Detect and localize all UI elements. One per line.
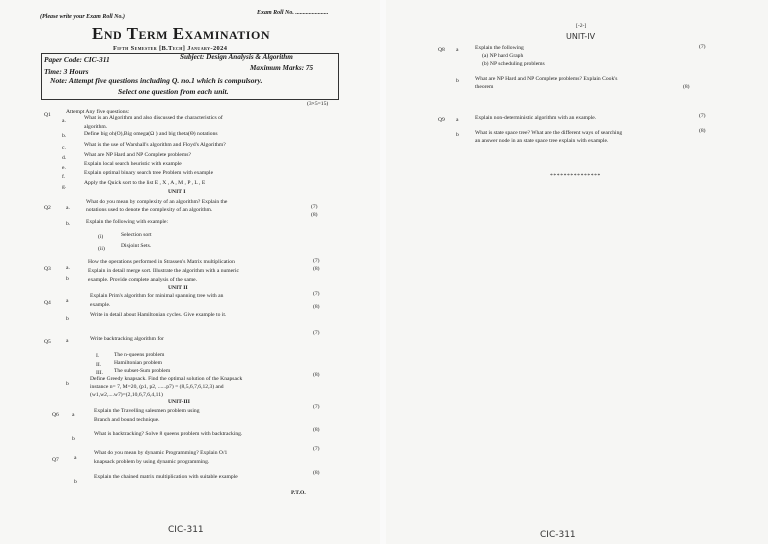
unit-1-heading: UNIT I (168, 189, 186, 195)
pto-note: P.T.O. (291, 490, 306, 496)
q8-number: Q8 (438, 47, 445, 53)
unit-3-heading: UNIT-III (168, 399, 190, 405)
q6-b-text: What is backtracking? Solve 8 queens problem with backtracking. (94, 431, 243, 437)
q9-a-marks: (7) (699, 113, 706, 119)
q7-b-text: Explain the chained matrix multiplication with suitable example (94, 474, 238, 480)
q1-item-c-label: c. (62, 145, 66, 151)
q4-a-line-1: Explain Prim's algorithm for minimal spanning tree with an (90, 293, 224, 299)
q1-intro: Attempt Any five questions: (66, 109, 130, 115)
q8-b-line-1: What are NP Hard and NP Complete problems? Explain Cook's (475, 76, 618, 82)
page-number: [-2-] (576, 23, 587, 29)
q5-a-text: Write backtracking algorithm for (90, 336, 164, 342)
handwritten-code: CIC-311 (168, 525, 204, 535)
q1-item-f: Explain optimal binary search tree Problem with example (84, 170, 214, 176)
subject: Subject: Design Analysis & Algorithm (180, 53, 293, 61)
q5-item-3: The subset-Sum problem (114, 368, 171, 374)
q6-a-label: a (72, 412, 75, 418)
q4-number: Q4 (44, 300, 51, 306)
q4-a-label: a (66, 298, 69, 304)
q6-a-line-1: Explain the Travelling salesmen problem using (94, 408, 200, 414)
q4-b-label: b (66, 316, 69, 322)
q8-a-label: a (456, 47, 459, 53)
unit-4-heading: UNIT-IV (566, 32, 596, 41)
q5-item-2-label: II. (96, 362, 102, 368)
q3-a-label: a. (66, 265, 70, 271)
q4-a-marks: (7) (313, 291, 320, 297)
roll-note: (Please write your Exam Roll No.) (40, 14, 125, 20)
q1-item-d-label: d. (62, 155, 67, 161)
q8-a-text: Explain the following (475, 45, 524, 51)
end-stars: *************** (550, 173, 601, 179)
q5-b-line-2: instance n= 7, M=20, (p1, p2, ......p7) = (8,5,6,7,6,12,3) and (90, 384, 224, 390)
q1-marks: (3×5=15) (307, 101, 329, 107)
q5-item-2: Hamiltonian problem (114, 360, 163, 366)
q4-a-line-2: example. (90, 302, 111, 308)
q8-a-i: (a) NP hard Graph (482, 53, 524, 59)
q9-b-marks: (8) (699, 128, 706, 134)
q5-b-line-3: (w1,w2,....w7)=(2,10,6,7,6,4,11) (90, 392, 163, 398)
q3-b-line-2: example. Provide complete analysis of the same. (88, 277, 198, 283)
q2-b-i-label: (i) (98, 234, 104, 240)
q7-b-label: b (74, 479, 77, 485)
q1-item-g-label: g. (62, 184, 67, 190)
q2-a-label: a. (66, 205, 70, 211)
q6-a-line-2: Branch and bound technique. (94, 417, 160, 423)
q1-item-a-cont: algorithm. (84, 124, 108, 130)
q2-b-label: b. (66, 221, 71, 227)
q8-b-label: b (456, 78, 459, 84)
q1-item-g: Apply the Quick sort to the list E , X , A , M , P , L , E (84, 180, 206, 186)
q6-b-marks: (8) (313, 427, 320, 433)
q2-b-text: Explain the following with example: (86, 219, 169, 225)
handwritten-code-2: CIC-311 (540, 530, 576, 540)
q7-number: Q7 (52, 457, 59, 463)
q9-b-label: b (456, 132, 459, 138)
q1-item-e-label: e. (62, 165, 66, 171)
q1-item-f-label: f. (62, 174, 66, 180)
q5-item-1-label: I. (96, 353, 100, 359)
q4-b-text: Write in detail about Hamiltonian cycles. Give example to it. (90, 312, 227, 318)
q3-b-line-1: Explain in detail merge sort. Illustrate the algorithm with a numeric (88, 268, 240, 274)
q3-b-marks: (8) (313, 266, 320, 272)
q2-a-line-2: notations used to denote the complexity of an algorithm. (86, 207, 213, 213)
q4-b-marks: (8) (313, 304, 320, 310)
q5-item-1: The n-queens problem (114, 352, 165, 358)
q1-item-b: Define big oh(O),Big omega(Ω ) and big theta(Θ) notations (84, 131, 218, 137)
q9-a-label: a (456, 117, 459, 123)
q2-a-marks: (7) (311, 204, 318, 210)
q3-b-label: b (66, 276, 69, 282)
max-marks: Maximum Marks: 75 (250, 64, 314, 72)
q7-a-label: a (74, 455, 77, 461)
q9-a-text: Explain non-deterministic algorithm with an example. (475, 115, 597, 121)
q1-item-a-label: a. (62, 118, 66, 124)
q7-a-marks: (7) (313, 446, 320, 452)
q2-a-line-1: What do you mean by complexity of an algorithm? Explain the (86, 199, 228, 205)
semester-line: Fifth Semester [B.Tech] January-2024 (113, 45, 228, 52)
q3-a-text: How the operations performed in Strassen's Matrix multiplication (88, 259, 235, 265)
exam-page-1 (0, 0, 380, 544)
note-line-1: Note: Attempt five questions including Q. no.1 which is compulsory. (50, 76, 263, 85)
q9-number: Q9 (438, 117, 445, 123)
q8-a-ii: (b) NP scheduling problems (482, 61, 545, 67)
q7-b-marks: (8) (313, 470, 320, 476)
q1-item-c: What is the use of Warshall's algorithm and Floyd's Algorithm? (84, 142, 226, 148)
q8-a-marks: (7) (699, 44, 706, 50)
exam-page-2 (386, 0, 768, 544)
q8-b-marks: (8) (683, 84, 690, 90)
q2-b-ii-label: (ii) (98, 246, 105, 252)
paper-code: Paper Code: CIC-311 (44, 55, 110, 64)
q6-a-marks: (7) (313, 404, 320, 410)
q2-number: Q2 (44, 205, 51, 211)
q8-b-line-2: theorem (475, 84, 494, 90)
q3-a-marks: (7) (313, 258, 320, 264)
q2-b-marks: (8) (311, 212, 318, 218)
q3-number: Q3 (44, 266, 51, 272)
q5-a-marks: (7) (313, 330, 320, 336)
q7-a-line-2: knapsack problem by using dynamic programming. (94, 459, 210, 465)
q5-b-marks: (8) (313, 372, 320, 378)
q1-number: Q1 (44, 112, 51, 118)
q5-b-label: b (66, 381, 69, 387)
q5-item-3-label: III. (96, 370, 103, 376)
q7-a-line-1: What do you mean by dynamic Programming? Explain O/1 (94, 450, 228, 456)
q5-b-line-1: Define Greedy knapsack. Find the optimal solution of the Knapsack (90, 376, 243, 382)
q2-b-i-text: Selection sort (121, 232, 152, 238)
q5-number: Q5 (44, 339, 51, 345)
exam-roll-number: Exam Roll No. ...................... (257, 10, 329, 16)
q5-a-label: a (66, 338, 69, 344)
q1-item-e: Explain local search heuristic with example (84, 161, 182, 167)
q6-number: Q6 (52, 412, 59, 418)
q9-b-line-2: an answer node in an state space tree explain with example. (475, 138, 609, 144)
exam-title: End Term Examination (92, 24, 270, 43)
q6-b-label: b (72, 436, 75, 442)
q1-item-d: What are NP Hard and NP Complete problems? (84, 152, 191, 158)
q2-b-ii-text: Disjoint Sets. (121, 243, 152, 249)
note-line-2: Select one question from each unit. (118, 87, 229, 96)
time: Time: 3 Hours (44, 67, 89, 76)
q9-b-line-1: What is state space tree? What are the different ways of searching (475, 130, 623, 136)
unit-2-heading: UNIT II (168, 285, 188, 291)
q1-item-b-label: b. (62, 133, 67, 139)
q1-item-a: What is an Algorithm and also discussed the characteristics of (84, 115, 223, 121)
